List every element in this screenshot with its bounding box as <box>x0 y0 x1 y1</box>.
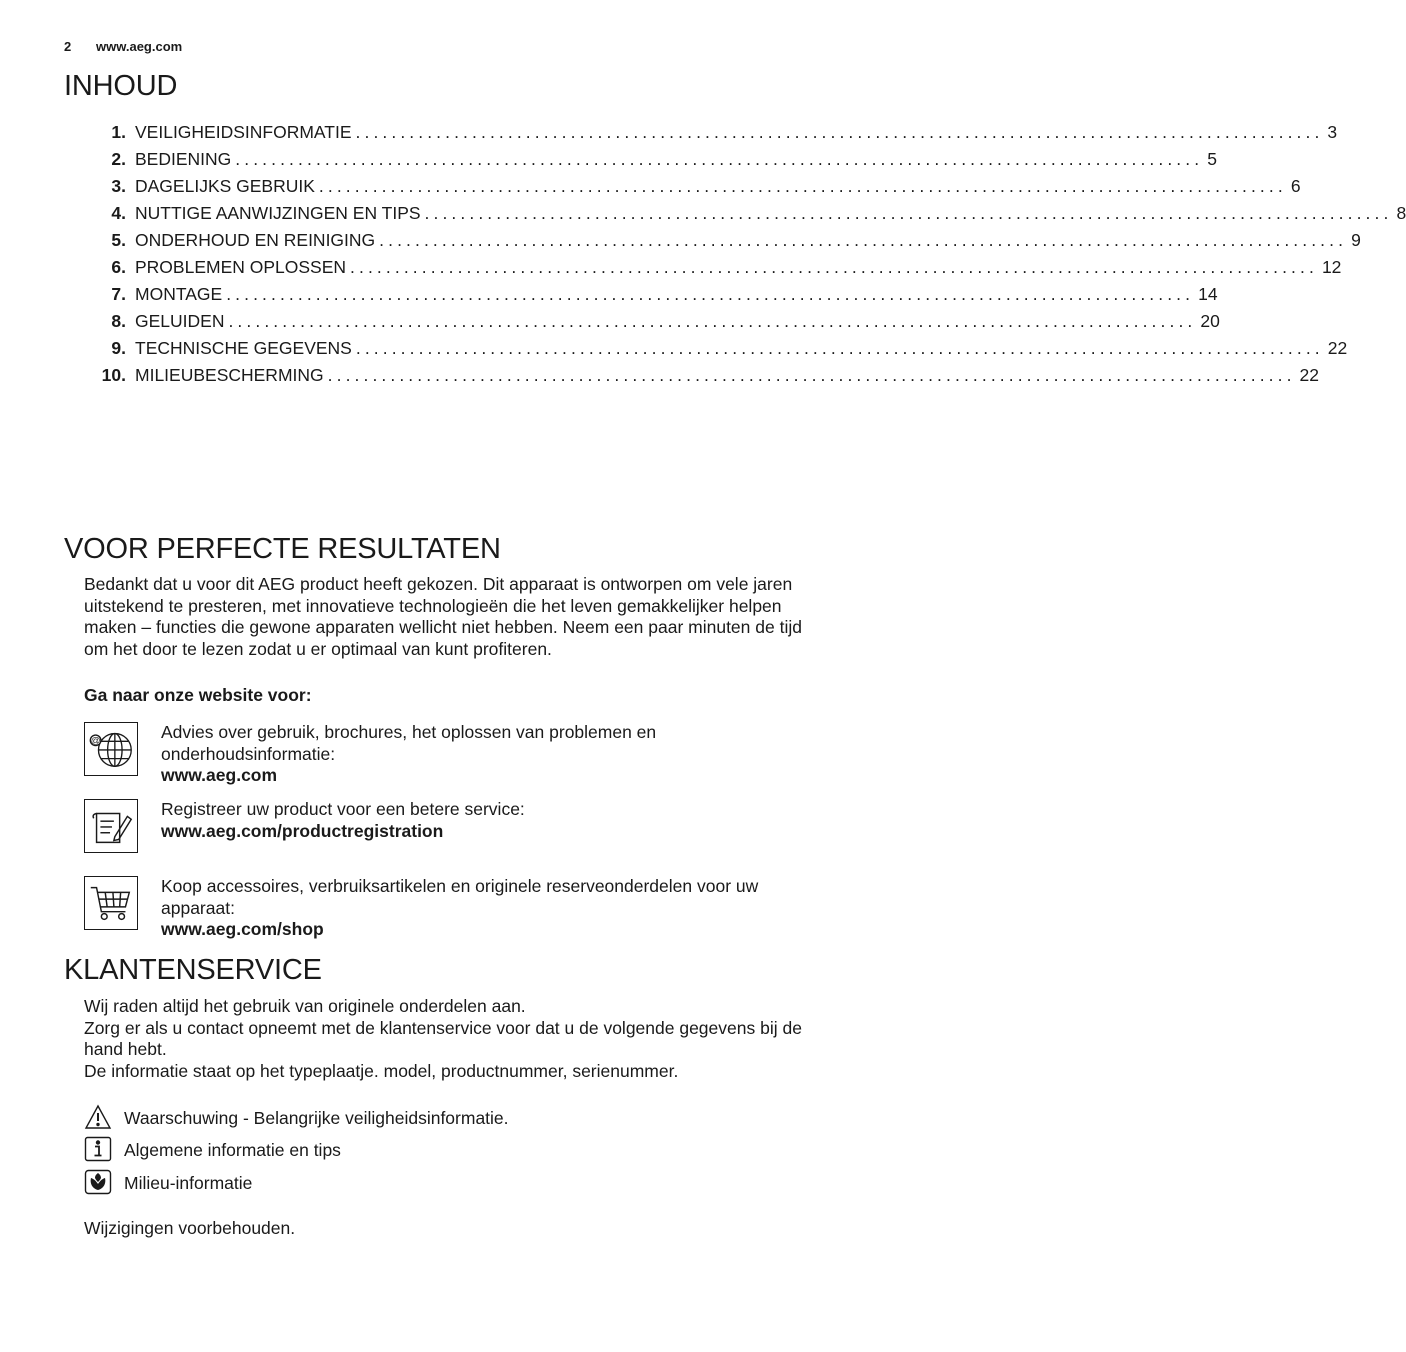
service-heading: KLANTENSERVICE <box>64 954 322 986</box>
legend-label: Algemene informatie en tips <box>124 1140 341 1160</box>
results-heading: VOOR PERFECTE RESULTATEN <box>64 533 501 565</box>
toc-item[interactable] <box>84 228 1361 255</box>
toc-leader-dots: ............................................................................................................ <box>228 311 1197 331</box>
toc-item-title: VEILIGHEIDSINFORMATIE <box>135 122 352 142</box>
page-number: 2 <box>64 39 72 54</box>
intro-paragraph <box>84 574 904 660</box>
toc-item[interactable] <box>84 147 1217 174</box>
toc-item-number: 3. <box>111 176 126 196</box>
footer-note: Wijzigingen voorbehouden. <box>84 1218 296 1238</box>
toc-item[interactable] <box>84 336 1348 363</box>
link-url[interactable]: www.aeg.com <box>161 765 278 785</box>
warning-triangle-icon <box>84 1104 112 1130</box>
toc-item-number: 4. <box>111 203 126 223</box>
toc-item-title: MONTAGE <box>135 284 223 304</box>
toc-leader-dots: ............................................................................................................ <box>235 149 1204 169</box>
toc-item-number: 9. <box>111 338 126 358</box>
toc-item-title: ONDERHOUD EN REINIGING <box>135 230 376 250</box>
toc-item-title: BEDIENING <box>135 149 232 169</box>
toc-leader-dots: ............................................................................................................ <box>424 203 1393 223</box>
header-site-link[interactable]: www.aeg.com <box>96 39 183 54</box>
svg-text:@: @ <box>90 735 101 747</box>
toc-item-page: 12 <box>1321 257 1342 277</box>
table-of-contents <box>84 120 1406 390</box>
toc-item-page: 8 <box>1396 203 1406 223</box>
toc-item-title: TECHNISCHE GEGEVENS <box>135 338 352 358</box>
link-description: Registreer uw product voor een betere service: <box>161 799 525 819</box>
toc-heading: INHOUD <box>64 70 178 102</box>
toc-leader-dots: ............................................................................................................ <box>355 122 1324 142</box>
service-paragraph <box>84 996 904 1082</box>
globe-at-icon <box>84 722 138 776</box>
toc-item-number: 10. <box>101 365 126 385</box>
toc-item-page: 20 <box>1200 311 1220 331</box>
toc-leader-dots: ............................................................................................................ <box>318 176 1287 196</box>
toc-item[interactable] <box>84 174 1301 201</box>
toc-item[interactable] <box>84 120 1338 147</box>
legend-label: Milieu-informatie <box>124 1173 253 1193</box>
toc-item-page: 3 <box>1327 122 1338 142</box>
toc-item-page: 9 <box>1351 230 1361 250</box>
toc-item-title: MILIEUBESCHERMING <box>135 365 324 385</box>
link-description: Koop accessoires, verbruiksartikelen en originele reserveonderdelen voor uw <box>161 876 759 896</box>
service-line: hand hebt. <box>84 1039 167 1059</box>
intro-line: uitstekend te presteren, met innovatieve technologieën die het leven gemakkelijker helpen <box>84 595 782 616</box>
registration-form-icon <box>84 799 138 853</box>
link-url[interactable]: www.aeg.com/productregistration <box>161 820 444 841</box>
toc-leader-dots: ............................................................................................................ <box>226 284 1195 304</box>
service-line: Wij raden altijd het gebruik van originele onderdelen aan. <box>84 996 526 1016</box>
link-url[interactable]: www.aeg.com/shop <box>161 919 324 939</box>
service-line: Zorg er als u contact opneemt met de klantenservice voor dat u de volgende gegevens bij de <box>84 1017 802 1038</box>
toc-item-number: 8. <box>111 311 126 331</box>
link-description: apparaat: <box>161 897 235 918</box>
intro-line: om het door te lezen zodat u er optimaal van kunt profiteren. <box>84 638 552 659</box>
service-line: De informatie staat op het typeplaatje. model, productnummer, serienummer. <box>84 1060 679 1081</box>
toc-item-title: DAGELIJKS GEBRUIK <box>135 176 315 196</box>
toc-item-title: PROBLEMEN OPLOSSEN <box>135 257 347 277</box>
environment-icon <box>84 1169 112 1195</box>
toc-item-page: 22 <box>1299 365 1320 385</box>
toc-item-number: 1. <box>111 122 126 142</box>
intro-line: Bedankt dat u voor dit AEG product heeft gekozen. Dit apparaat is ontworpen om vele jaren <box>84 574 793 594</box>
toc-item-title: NUTTIGE AANWIJZINGEN EN TIPS <box>135 203 421 223</box>
toc-item[interactable] <box>84 201 1406 228</box>
link-description: Advies over gebruik, brochures, het oplossen van problemen en <box>161 722 657 742</box>
toc-item[interactable] <box>84 309 1220 336</box>
info-icon <box>84 1136 112 1162</box>
toc-item-page: 14 <box>1198 284 1218 304</box>
website-label: Ga naar onze website voor: <box>84 685 312 705</box>
toc-item-number: 2. <box>111 149 126 169</box>
toc-item-title: GELUIDEN <box>135 311 225 331</box>
shopping-cart-icon <box>84 876 138 930</box>
toc-item-page: 22 <box>1327 338 1348 358</box>
toc-item[interactable] <box>84 363 1320 390</box>
toc-item-number: 6. <box>111 257 126 277</box>
toc-item[interactable] <box>84 255 1342 282</box>
link-description: onderhoudsinformatie: <box>161 743 336 764</box>
toc-item-number: 5. <box>111 230 126 250</box>
toc-leader-dots: ............................................................................................................ <box>355 338 1324 358</box>
toc-item[interactable] <box>84 282 1218 309</box>
toc-leader-dots: ............................................................................................................ <box>327 365 1296 385</box>
toc-item-page: 5 <box>1207 149 1217 169</box>
toc-leader-dots: ............................................................................................................ <box>379 230 1348 250</box>
intro-line: maken – functies die gewone apparaten wellicht niet hebben. Neem een paar minuten de tijd <box>84 617 802 637</box>
toc-item-number: 7. <box>111 284 126 304</box>
legend-label: Waarschuwing - Belangrijke veiligheidsinformatie. <box>124 1108 509 1128</box>
toc-item-page: 6 <box>1290 176 1301 196</box>
toc-leader-dots: ............................................................................................................ <box>350 257 1318 277</box>
page-header <box>64 39 182 54</box>
